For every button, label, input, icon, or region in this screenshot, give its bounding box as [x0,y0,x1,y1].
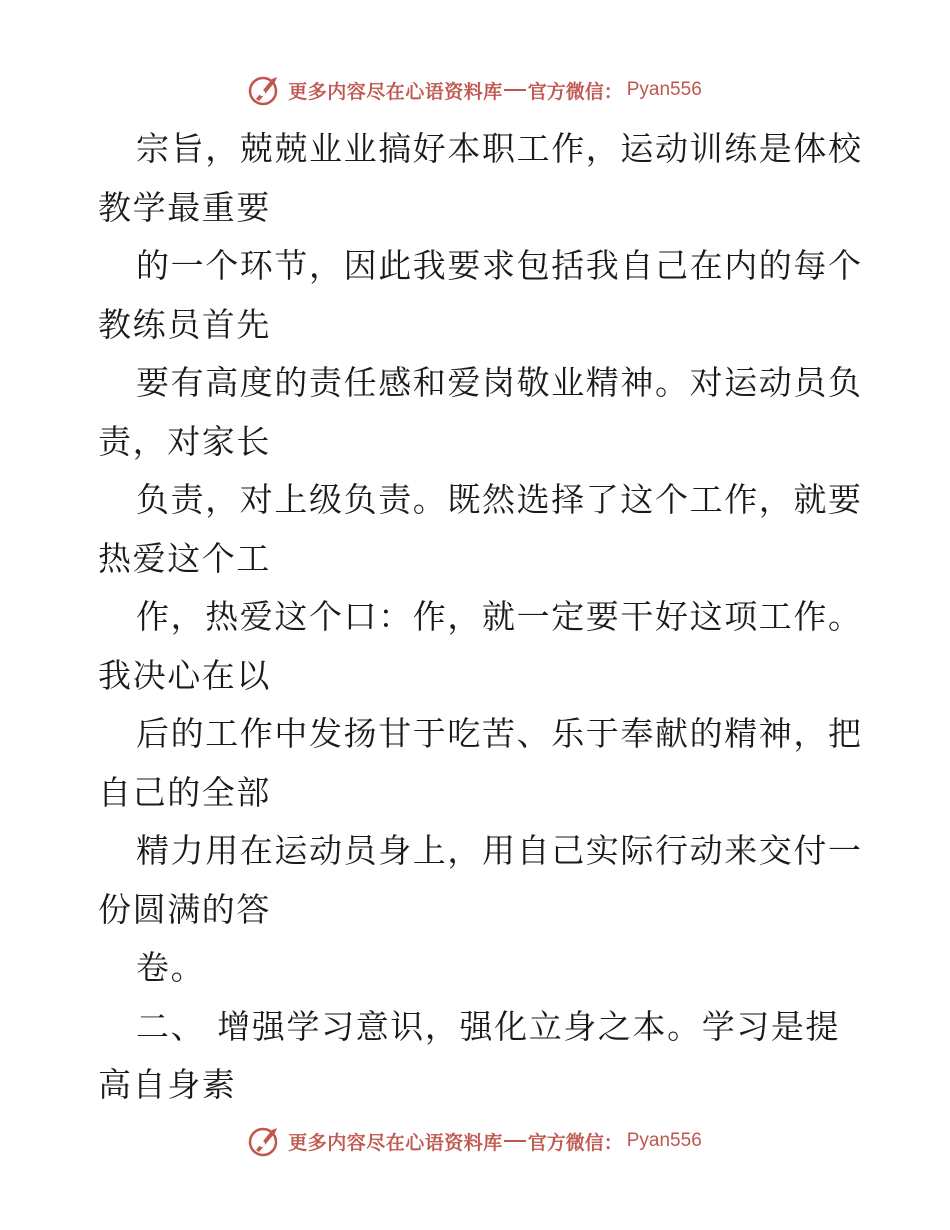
text-line: 作，热爱这个口：作，就一定要干好这项工作。 [136,597,863,636]
watermark-account-id: Pyan556 [626,1130,702,1151]
text-line: 要有高度的责任感和爱岗敬业精神。对运动员负 [136,363,863,402]
text-line: 二、 增强学习意识，强化立身之本。学习是提 [136,1006,841,1046]
text-line: 负责，对上级负责。既然选择了这个工作，就要 [136,480,863,519]
footer-watermark [0,1121,950,1161]
text-line: 自己的全部 [98,772,271,812]
watermark-site-text: 更多内容尽在心语资料库 [288,80,503,103]
text-line: 热爱这个工 [98,538,271,578]
watermark-account-label: 官方微信： [527,1131,623,1154]
header-watermark [0,70,950,110]
text-line: 卷。 [136,948,206,987]
watermark-dash [504,89,526,91]
pen-nib-logo-icon [248,73,282,107]
text-line: 的一个环节，因此我要求包括我自己在内的每个 [136,246,863,285]
document-body [98,120,863,1115]
text-line: 教学最重要 [98,187,271,227]
watermark-account-id: Pyan556 [626,79,702,100]
text-line: 我决心在以 [98,655,271,695]
watermark-dash [504,1140,526,1142]
pen-nib-logo-icon [248,1124,282,1158]
watermark-site-text: 更多内容尽在心语资料库 [288,1131,503,1154]
text-line: 宗旨，兢兢业业搞好本职工作，运动训练是体校 [136,129,863,168]
text-line: 份圆满的答 [98,889,271,929]
watermark-account-label: 官方微信： [527,80,623,103]
text-line: 后的工作中发扬甘于吃苦、乐于奉献的精神，把 [136,714,863,753]
text-line: 高自身素 [98,1065,237,1104]
text-line: 精力用在运动员身上，用自己实际行动来交付一 [136,831,863,870]
text-line: 责，对家长 [98,421,271,461]
text-line: 教练员首先 [98,304,271,344]
